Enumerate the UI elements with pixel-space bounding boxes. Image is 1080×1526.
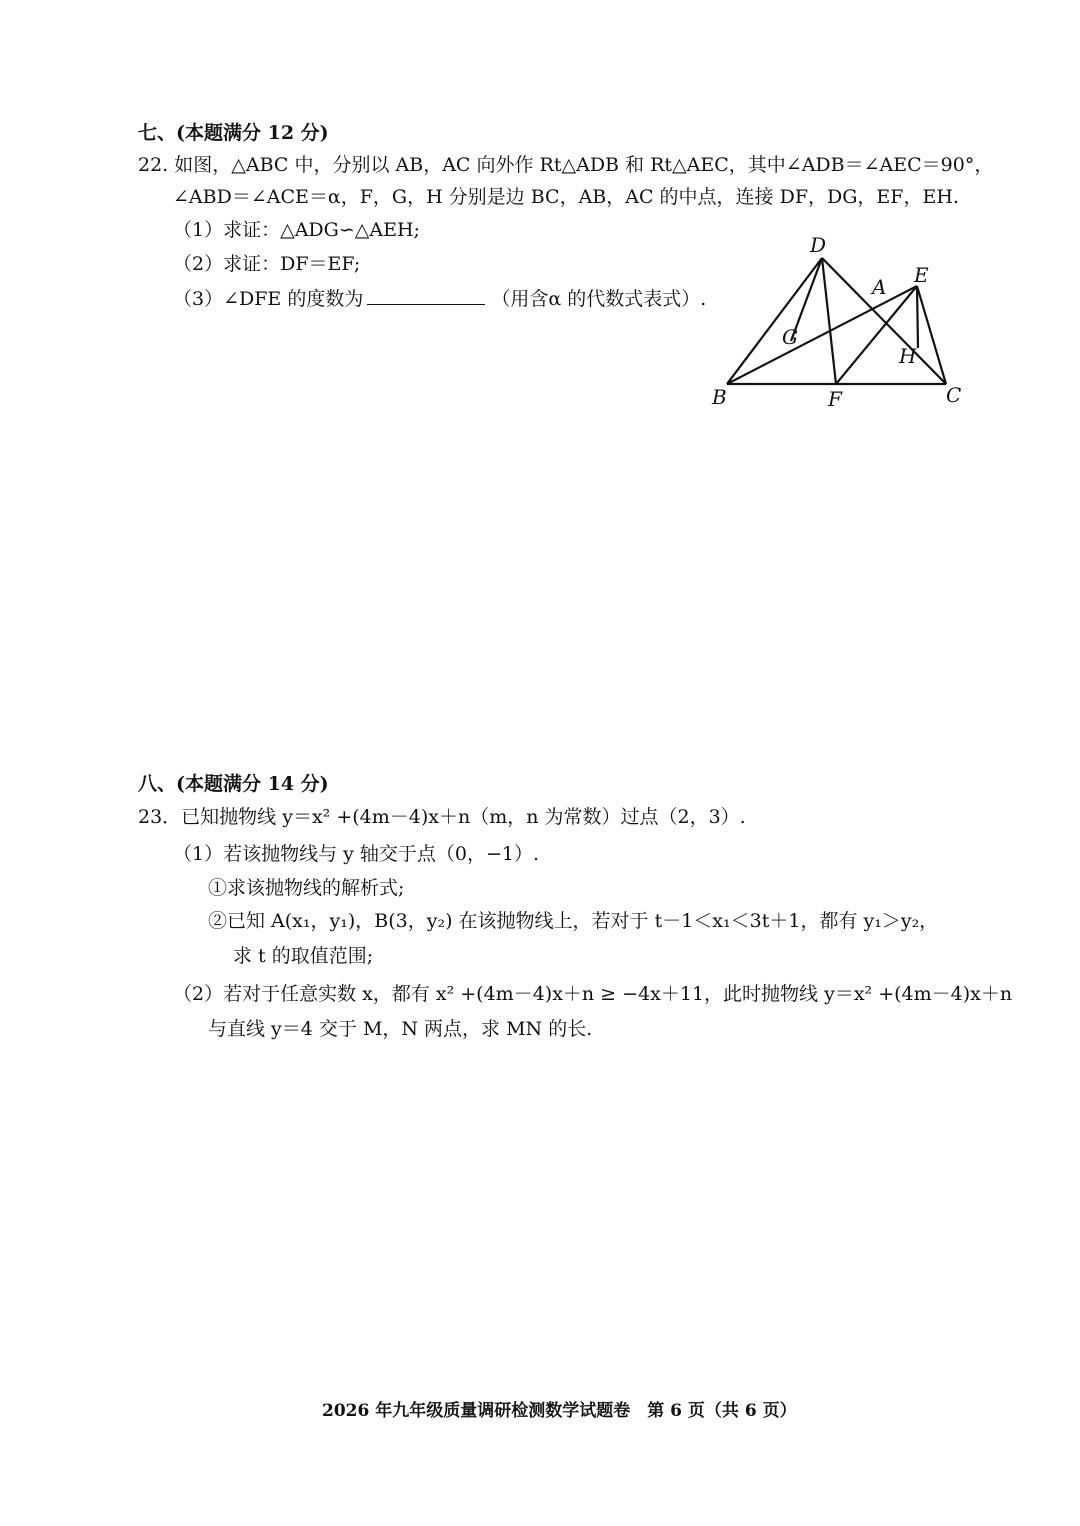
segment-bd (727, 258, 822, 384)
q23-part2-line2: 与直线 y＝4 交于 M，N 两点，求 MN 的长. (208, 1018, 593, 1040)
q22-part2: （2）求证：DF＝EF; (173, 253, 361, 275)
label-c: C (946, 383, 962, 407)
page-footer: 2026 年九年级质量调研检测数学试题卷 第 6 页（共 6 页） (322, 1401, 797, 1421)
q22-part3 (173, 287, 706, 311)
q22-part1: （1）求证：△ADG∽△AEH; (173, 219, 420, 241)
geometry-figure (700, 230, 980, 420)
segment-be (727, 286, 917, 384)
q23-stem: 23．已知抛物线 y＝x² +(4m－4)x＋n（m，n 为常数）过点（2，3）. (138, 806, 746, 828)
label-b: B (712, 385, 727, 409)
q22-part3-prefix: （3）∠DFE 的度数为 (173, 288, 364, 310)
segment-df (822, 258, 836, 384)
label-h: H (899, 344, 917, 368)
q22-part3-suffix: （用含α 的代数式表式）. (491, 288, 707, 310)
q23-part1: （1）若该抛物线与 y 轴交于点（0，−1）. (173, 843, 540, 865)
answer-blank[interactable] (367, 287, 485, 305)
section8-heading: 八、(本题满分 14 分) (138, 773, 329, 795)
q22-stem-line1: 22. 如图，△ABC 中，分别以 AB，AC 向外作 Rt△ADB 和 Rt△AEC，其中∠ADB＝∠AEC＝90°， (138, 154, 994, 176)
label-f: F (828, 387, 842, 411)
q23-part2-line1: （2）若对于任意实数 x，都有 x² +(4m－4)x＋n ≥ −4x＋11，此时抛物线 y＝x² +(4m－4)x＋n (173, 983, 1013, 1005)
q23-part1-sub1: ①求该抛物线的解析式; (208, 877, 405, 899)
label-e: E (914, 263, 929, 287)
section7-heading: 七、(本题满分 12 分) (138, 122, 329, 144)
label-d: D (810, 233, 827, 257)
segment-eh (917, 286, 918, 348)
q23-part1-sub2: ②已知 A(x₁，y₁)，B(3，y₂) 在该抛物线上，若对于 t－1＜x₁＜3t＋1，都有 y₁＞y₂， (208, 910, 939, 932)
label-g: G (782, 325, 798, 349)
q22-stem-line2: ∠ABD＝∠ACE＝α，F，G，H 分别是边 BC，AB，AC 的中点，连接 DF，DG，EF，EH. (173, 186, 959, 208)
label-a: A (872, 275, 887, 299)
segment-ef (836, 286, 917, 384)
q23-part1-sub2-cont: 求 t 的取值范围; (233, 945, 374, 967)
